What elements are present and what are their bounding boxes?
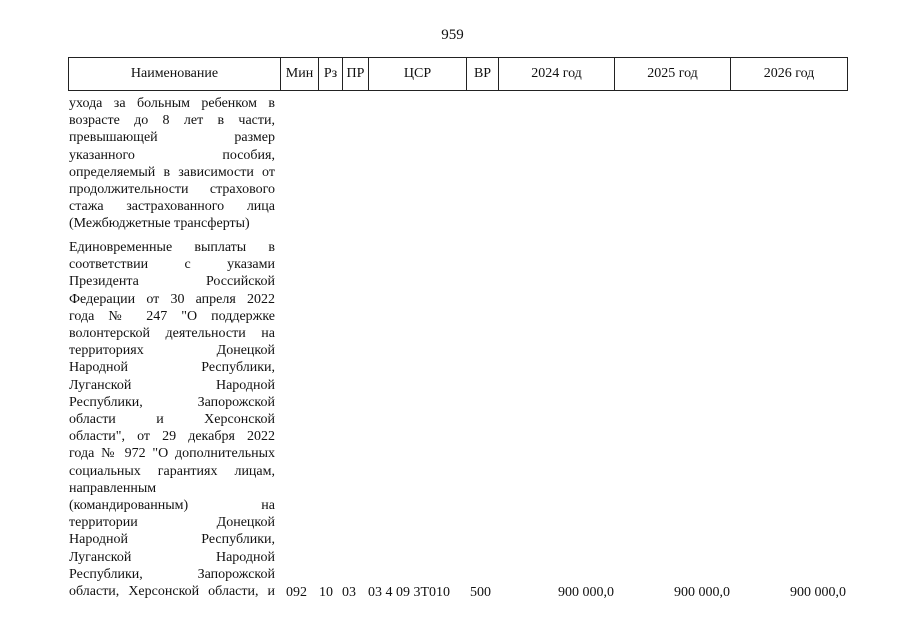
text-line: Народной Республики,	[69, 532, 275, 548]
text-line: территории Донецкой	[69, 515, 275, 531]
text-line: Луганской Народной	[69, 377, 275, 393]
text-line: (Межбюджетные трансферты)	[69, 216, 250, 232]
text-line: определяемый в зависимости от	[69, 164, 275, 180]
text-line: ухода за больным ребенком в	[69, 96, 275, 111]
text-line: социальных гарантиях лицам,	[69, 463, 275, 479]
text-line: (командированным) на	[69, 498, 275, 514]
header-csr: ЦСР	[369, 58, 467, 90]
text-line: превышающей размер	[69, 130, 275, 146]
text-line: указанного пособия,	[69, 147, 275, 163]
text-line: направленным	[69, 480, 157, 496]
text-line: Президента Российской	[69, 274, 275, 290]
text-line: территориях Донецкой	[69, 343, 275, 359]
header-pr: ПР	[343, 58, 369, 90]
text-line: стажа застрахованного лица	[69, 199, 275, 215]
row-pr: 03	[342, 585, 356, 600]
text-line: года № 972 "О дополнительных	[69, 446, 275, 462]
text-line: Республики, Запорожской	[69, 394, 275, 410]
header-rz: Рз	[319, 58, 343, 90]
text-line: продолжительности страхового	[69, 182, 275, 198]
header-2024: 2024 год	[499, 58, 615, 90]
page-number: 959	[441, 27, 464, 43]
text-line: области и Херсонской	[69, 412, 275, 428]
header-2026: 2026 год	[763, 66, 815, 81]
text-line: волонтерской деятельности на	[69, 326, 275, 342]
text-line: Республики, Запорожской	[69, 566, 275, 582]
row-min: 092	[286, 585, 307, 600]
header-min: Мин	[281, 58, 319, 90]
text-line: Федерации от 30 апреля 2022	[69, 291, 275, 307]
text-line: Народной Республики,	[69, 360, 275, 376]
row-csr: 03 4 09 3Т010	[368, 585, 451, 600]
row-2026-value: 900 000,0	[790, 585, 846, 600]
item-description-2	[69, 239, 275, 600]
row-2025-value: 900 000,0	[674, 585, 730, 600]
text-line: соответствии с указами	[69, 257, 275, 273]
item-description-1	[69, 95, 275, 233]
text-line: года № 247 "О поддержке	[69, 308, 275, 324]
header-2025: 2025 год	[615, 58, 731, 90]
table-header	[68, 57, 848, 91]
header-name: Наименование	[69, 58, 281, 90]
row-2024-value: 900 000,0	[558, 585, 614, 600]
row-vr: 500	[470, 585, 491, 600]
text-line: Луганской Народной	[69, 549, 275, 565]
text-line: Единовременные выплаты в	[69, 240, 275, 255]
row-rz: 10	[319, 585, 333, 600]
header-vr: ВР	[467, 58, 499, 90]
text-line: области, Херсонской области, и	[69, 584, 275, 600]
text-line: области", от 29 декабря 2022	[69, 429, 275, 445]
text-line: возрасте до 8 лет в части,	[69, 113, 275, 129]
